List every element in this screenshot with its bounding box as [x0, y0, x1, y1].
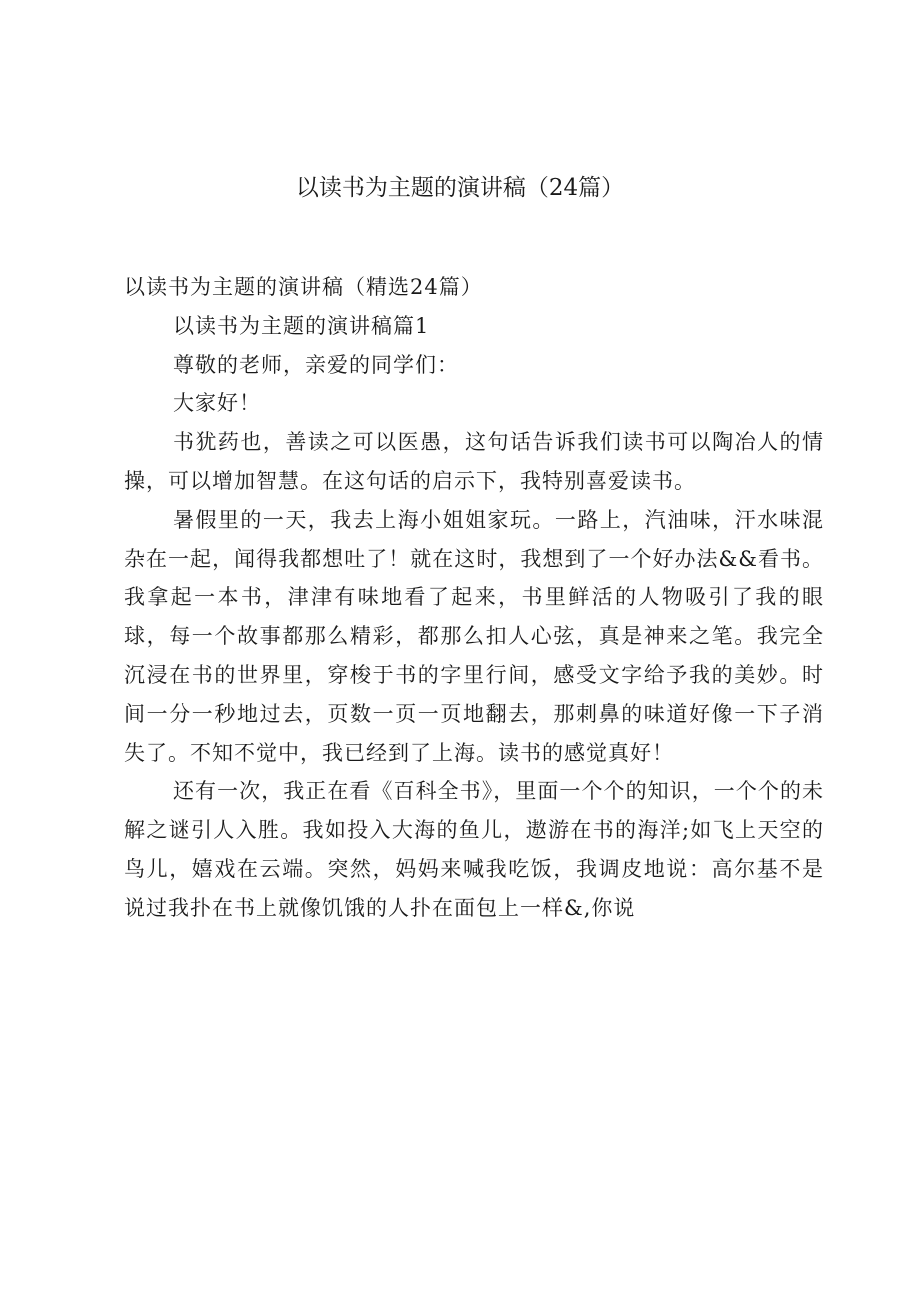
paragraph-section-heading: 以读书为主题的演讲稿篇1: [173, 313, 430, 338]
paragraph-body: 还有一次，我正在看《百科全书》，里面一个个的知识，一个个的未解之谜引人入胜。我如投入大海的鱼儿，遨游在书的海洋;如飞上天空的鸟儿，嬉戏在云端。突然，妈妈来喊我吃饭，我调皮地说：高尔基不是说过我扑在书上就像饥饿的人扑在面包上一样&,你说: [124, 779, 824, 920]
paragraph-body: 书犹药也，善读之可以医愚，这句话告诉我们读书可以陶冶人的情操，可以增加智慧。在这句话的启示下，我特别喜爱读书。: [124, 430, 824, 493]
document-title: 以读书为主题的演讲稿（24篇）: [295, 175, 625, 201]
document-body: [124, 268, 824, 928]
paragraph-body: 暑假里的一天，我去上海小姐姐家玩。一路上，汽油味，汗水味混杂在一起，闻得我都想吐了！就在这时，我想到了一个好办法&&看书。我拿起一本书，津津有味地看了起来，书里鲜活的人物吸引了我的眼球，每一个故事都那么精彩，都那么扣人心弦，真是神来之笔。我完全沉浸在书的世界里，穿梭于书的字里行间，感受文字给予我的美妙。时间一分一秒地过去，页数一页一页地翻去，那刺鼻的味道好像一下子消失了。不知不觉中，我已经到了上海。读书的感觉真好！: [124, 507, 824, 765]
paragraph-subtitle: 以读书为主题的演讲稿（精选24篇）: [124, 275, 483, 299]
paragraph-salutation: 尊敬的老师，亲爱的同学们：: [173, 352, 459, 377]
paragraph-greeting: 大家好！: [173, 391, 261, 416]
